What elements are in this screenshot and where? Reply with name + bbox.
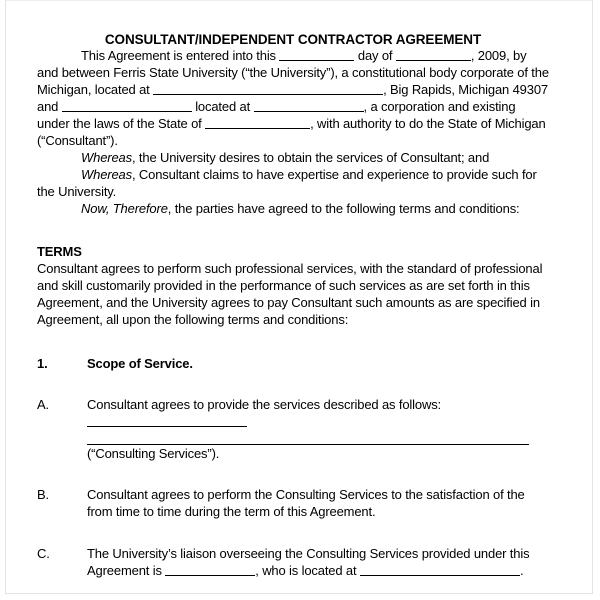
recital-1-text: , the University desires to obtain the services of Consultant; and [131,150,490,165]
section-item-c-mid: , who is located at [255,563,357,578]
recital-2-text: , Consultant claims to have expertise and experience to provide such for the University. [37,167,537,199]
preamble-after-address: , Big Rapids, Michigan 49307 and [37,82,548,114]
section-item-a [37,396,549,462]
preamble-paragraph [37,47,549,149]
document-title: CONSULTANT/INDEPENDENT CONTRACTOR AGREEMENT [104,32,482,47]
preamble-after-entity: located at [195,99,251,114]
section-item-a-marker: A. [37,397,49,412]
blank-consultant-name[interactable] [62,99,192,112]
section-item-c-end: . [519,563,524,578]
section-item-b-text: Consultant agrees to perform the Consulting Services to the satisfaction of the from time to time during the term of this Agreement. [87,487,525,519]
section-item-c-text [87,545,549,579]
section-1 [37,355,549,372]
recital-1-lead: Whereas [81,150,132,165]
blank-services-description-1[interactable] [87,414,247,427]
preamble-after-state: , with authority to do the State of Michigan (“Consultant”). [37,116,546,148]
terms-heading: TERMS [37,244,82,259]
preamble-lead: This Agreement is entered into this [81,48,276,63]
section-item-c-lead: The University’s liaison overseeing the Consulting Services provided under this Agreement is [87,546,530,578]
section-item-a-text [87,396,549,462]
preamble-after-day: day of [357,48,393,63]
recital-2 [37,166,549,200]
section-item-b [37,486,549,520]
section-1-heading: Scope of Service. [87,356,193,371]
now-therefore-lead: Now, Therefore [81,201,168,216]
preamble-after-location: , a corporation and existing under the laws of the State of [37,99,516,131]
blank-month[interactable] [396,48,471,61]
page-edge-bottom [5,593,593,594]
terms-body-paragraph: Consultant agrees to perform such professional services, with the standard of professional and skill customarily provided in the performance of such services as are set forth in this Agreement, and the University agrees to pay Consultant such amounts as are specified in Agreement, all upon the following terms and conditions: [37,261,543,327]
section-item-c-marker: C. [37,546,50,561]
section-1-marker: 1. [37,356,48,371]
page-edge-left [5,0,6,594]
blank-day[interactable] [279,48,354,61]
blank-liaison-location[interactable] [360,563,520,576]
blank-liaison-name[interactable] [165,563,255,576]
section-item-c [37,545,549,579]
recital-2-lead: Whereas [81,167,132,182]
preamble-after-date: , 2009, by and between Ferris State University (“the University”), a constitutional body corporate of the Michigan, located at [37,48,549,97]
document-content [37,0,549,579]
section-item-a-closing: (“Consulting Services”). [87,446,220,461]
blank-state[interactable] [205,116,310,129]
section-item-a-lead: Consultant agrees to provide the services described as follows: [87,397,442,412]
blank-services-description-2[interactable] [87,444,529,445]
blank-consultant-address[interactable] [254,99,364,112]
section-item-b-marker: B. [37,487,49,502]
page-edge-right [592,0,593,594]
blank-university-address[interactable] [153,82,383,95]
recital-1 [37,149,549,166]
now-therefore-text: , the parties have agreed to the following terms and conditions: [167,201,520,216]
now-therefore-paragraph [37,200,549,217]
